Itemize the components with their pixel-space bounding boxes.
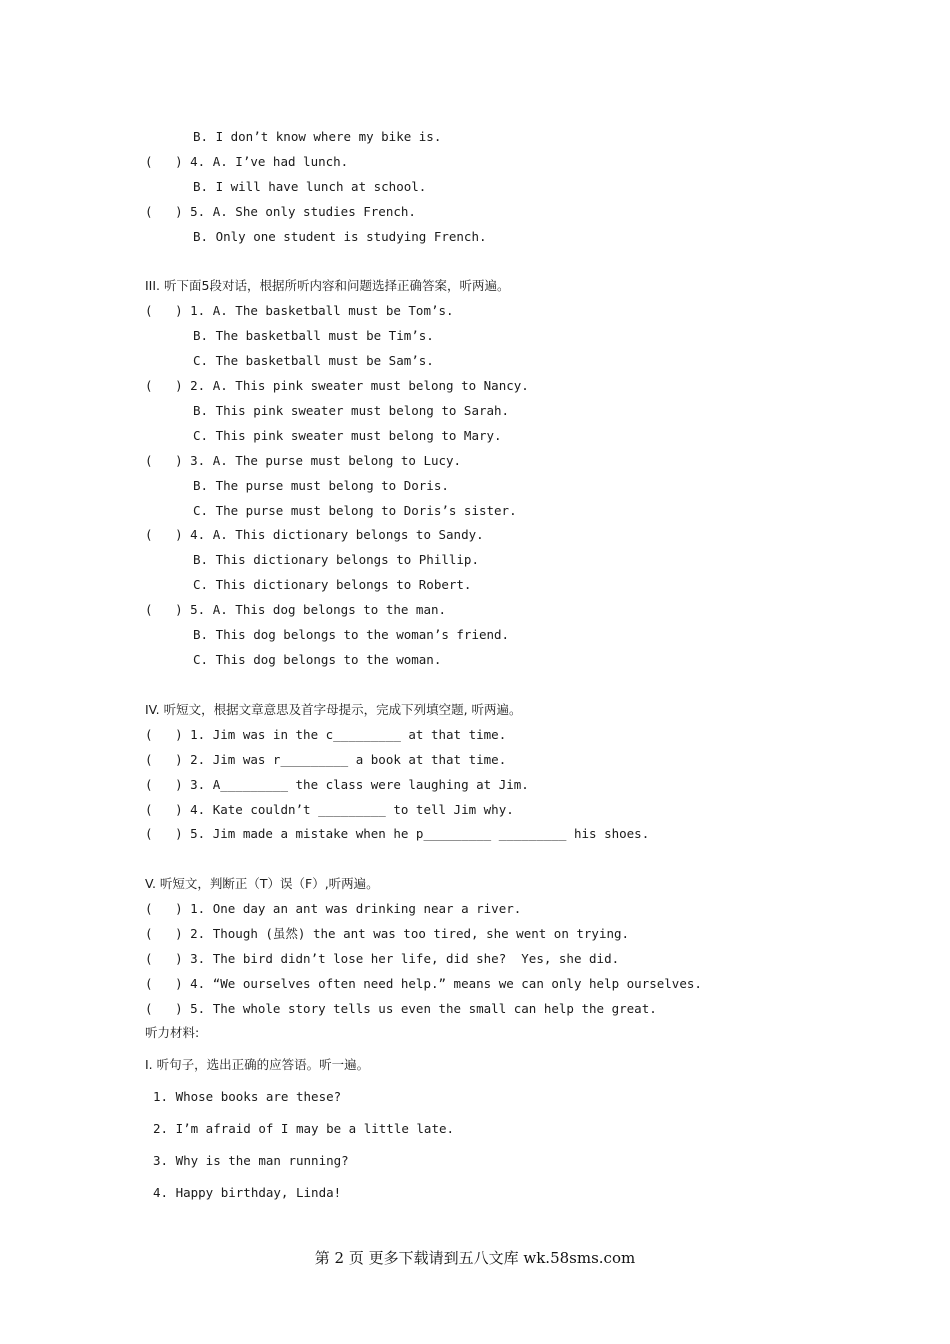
s3-q5-option-b: B. This dog belongs to the woman’s friend. bbox=[193, 627, 510, 642]
s3-q5-option-c: C. This dog belongs to the woman. bbox=[193, 652, 442, 667]
material-item-1: 1. Whose books are these? bbox=[153, 1089, 342, 1104]
s3-q3-option-c: C. The purse must belong to Doris’s sister. bbox=[193, 503, 517, 518]
s4-q3: ( ) 3. A_________ the class were laughing at Jim. bbox=[145, 777, 529, 792]
material-item-2: 2. I’m afraid of I may be a little late. bbox=[153, 1121, 455, 1136]
q4-prev-option-b: B. I don’t know where my bike is. bbox=[193, 129, 442, 144]
material-item-3: 3. Why is the man running? bbox=[153, 1153, 349, 1168]
s5-q2: ( ) 2. Though (虽然) the ant was too tired, she went on trying. bbox=[145, 926, 630, 941]
s3-q2-option-b: B. This pink sweater must belong to Sarah. bbox=[193, 403, 510, 418]
q5-option-b: B. Only one student is studying French. bbox=[193, 229, 487, 244]
s3-q1-option-c: C. The basketball must be Sam’s. bbox=[193, 353, 434, 368]
section-v-heading: V. 听短文，判断正（T）误（F）,听两遍。 bbox=[145, 876, 379, 891]
q5-option-a: ( ) 5. A. She only studies French. bbox=[145, 204, 416, 219]
section-iii-heading: III. 听下面5段对话，根据所听内容和问题选择正确答案，听两遍。 bbox=[145, 278, 510, 293]
s3-q1-option-a: ( ) 1. A. The basketball must be Tom’s. bbox=[145, 303, 454, 318]
s3-q2-option-c: C. This pink sweater must belong to Mary. bbox=[193, 428, 502, 443]
s4-q1: ( ) 1. Jim was in the c_________ at that time. bbox=[145, 727, 507, 742]
material-section-i-heading: I. 听句子，选出正确的应答语。听一遍。 bbox=[145, 1057, 370, 1072]
s3-q4-option-a: ( ) 4. A. This dictionary belongs to Sandy. bbox=[145, 527, 484, 542]
listening-material-heading: 听力材料: bbox=[145, 1025, 200, 1040]
s3-q3-option-b: B. The purse must belong to Doris. bbox=[193, 478, 449, 493]
page-footer: 第 2 页 更多下载请到五八文库 wk.58sms.com bbox=[314, 1249, 636, 1267]
s5-q4: ( ) 4. “We ourselves often need help.” means we can only help ourselves. bbox=[145, 976, 702, 991]
s4-q2: ( ) 2. Jim was r_________ a book at that time. bbox=[145, 752, 507, 767]
s3-q3-option-a: ( ) 3. A. The purse must belong to Lucy. bbox=[145, 453, 462, 468]
s5-q3: ( ) 3. The bird didn’t lose her life, did she? Yes, she did. bbox=[145, 951, 620, 966]
s3-q2-option-a: ( ) 2. A. This pink sweater must belong to Nancy. bbox=[145, 378, 529, 393]
s4-q4: ( ) 4. Kate couldn’t _________ to tell Jim why. bbox=[145, 802, 514, 817]
q4-option-a: ( ) 4. A. I’ve had lunch. bbox=[145, 154, 349, 169]
s5-q1: ( ) 1. One day an ant was drinking near a river. bbox=[145, 901, 522, 916]
q4-option-b: B. I will have lunch at school. bbox=[193, 179, 427, 194]
s3-q1-option-b: B. The basketball must be Tim’s. bbox=[193, 328, 434, 343]
material-item-4: 4. Happy birthday, Linda! bbox=[153, 1185, 342, 1200]
s3-q4-option-b: B. This dictionary belongs to Phillip. bbox=[193, 552, 479, 567]
s5-q5: ( ) 5. The whole story tells us even the small can help the great. bbox=[145, 1001, 657, 1016]
s3-q5-option-a: ( ) 5. A. This dog belongs to the man. bbox=[145, 602, 447, 617]
s4-q5: ( ) 5. Jim made a mistake when he p_________ _________ his shoes. bbox=[145, 826, 650, 841]
s3-q4-option-c: C. This dictionary belongs to Robert. bbox=[193, 577, 472, 592]
section-iv-heading: IV. 听短文，根据文章意思及首字母提示，完成下列填空题, 听两遍。 bbox=[145, 702, 522, 717]
